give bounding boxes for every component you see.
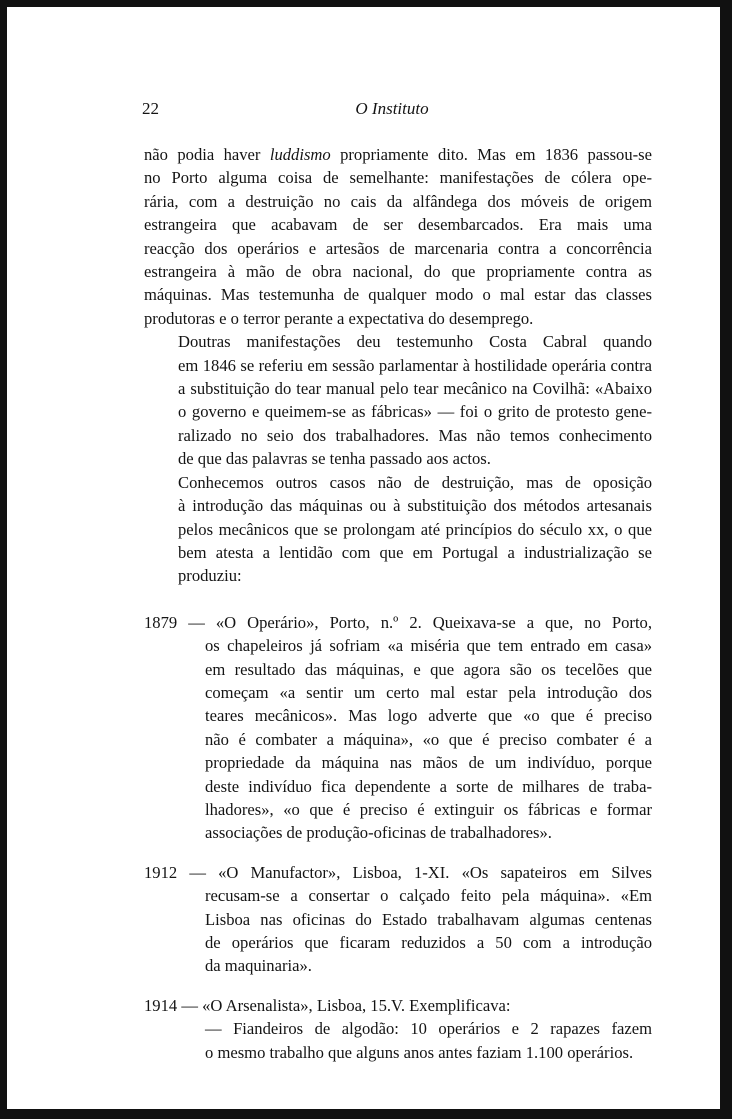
chronology-entry [144,994,652,1064]
text-line [144,143,652,166]
chronology-entry [144,861,652,978]
entry-body [144,634,652,845]
text-line: produziu: [178,566,242,586]
entry-line: começam «a sentir um certo mal estar pela introdução dos [205,682,652,702]
text-line: à introdução das máquinas ou à substituição dos métodos artesanais [178,496,652,516]
journal-title: O Instituto [355,99,429,118]
paragraphs [144,143,652,588]
body-text [144,143,652,1064]
entry-line: de operários que ficaram reduzidos a 50 com a introdução [205,933,652,952]
entry-line: os chapeleiros já sofriam «a miséria que tem entrado em casa» [205,636,652,656]
text-line: o governo e queimem-se as fábricas» — foi o grito de protesto gene- [178,402,652,422]
entry-body [144,884,652,978]
text-line: Conhecemos outros casos não de destruição, mas de oposição [178,472,652,492]
page-number: 22 [142,99,159,118]
paragraph [144,471,652,588]
entry-line: o mesmo trabalho que alguns anos antes faziam 1.100 operários. [205,1042,634,1062]
entry-line: lhadores», «o que é preciso é extinguir os fábricas e formar [205,799,652,819]
entry-body [144,1017,652,1064]
entry-line: — Fiandeiros de algodão: 10 operários e 2 rapazes fazem [205,1019,652,1039]
text-segment: não podia haver [144,145,270,164]
entry-line: não é combater a máquina», «o que é preciso combater é a [205,729,652,749]
text-line: a substituição do tear manual pelo tear mecânico na Covilhã: «Abaixo [178,379,652,399]
text-line: de que das palavras se tenha passado aos actos. [178,449,491,469]
entry-line: propriedade da máquina nas mãos de um indivíduo, porque [205,753,652,773]
entry-line: deste indivíduo fica dependente a sorte de milhares de traba- [205,776,652,796]
book-page [7,7,720,1109]
running-head [142,99,562,123]
entry-first-line: 1879 — «O Operário», Porto, n.º 2. Queixava-se a que, no Porto, [144,612,652,632]
paragraph [144,330,652,470]
text-line: máquinas. Mas testemunha de qualquer modo o mal estar das classes [144,285,652,305]
text-line: ralizado no seio dos trabalhadores. Mas não temos conhecimento [178,425,652,445]
text-line: reacção dos operários e artesãos de marcenaria contra a concorrência [144,238,652,258]
entry-line: Lisboa nas oficinas do Estado trabalhavam algumas centenas [205,909,652,929]
entry-line: teares mecânicos». Mas logo adverte que «o que é preciso [205,706,652,726]
entry-line: recusam-se a consertar o calçado feito pela máquina». «Em [205,886,652,906]
chronology-entries [144,611,652,1064]
text-line: no Porto alguma coisa de semelhante: manifestações de cólera ope- [144,168,652,188]
text-line: em 1846 se referiu em sessão parlamentar à hostilidade operária contra [178,355,652,375]
chronology-entry [144,611,652,845]
italic-term: luddismo [269,145,331,164]
text-line: bem atesta a lentidão com que em Portugal a industrialização se [178,542,652,562]
text-line: estrangeira à mão de obra nacional, do que propriamente contra as [144,262,652,282]
text-line: Doutras manifestações deu testemunho Costa Cabral quando [178,332,652,352]
entry-line: associações de produção-oficinas de trabalhadores». [205,823,552,843]
text-line: produtoras e o terror perante a expectativa do desemprego. [144,308,534,328]
entry-line: em resultado das máquinas, e que agora são os tecelões que [205,659,652,679]
entry-first-line: 1914 — «O Arsenalista», Lisboa, 15.V. Exemplificava: [144,995,511,1015]
entry-first-line: 1912 — «O Manufactor», Lisboa, 1-XI. «Os sapateiros em Silves [144,862,652,882]
entry-line: da maquinaria». [205,956,312,976]
paragraph [144,143,652,330]
text-line: rária, com a destruição no cais da alfândega dos móveis de origem [144,191,652,211]
text-line: estrangeira que acabavam de ser desembarcados. Era mais uma [144,215,652,235]
text-line: pelos mecânicos que se prolongam até princípios do século xx, o que [178,519,652,539]
text-segment: propriamente dito. Mas em 1836 passou-se [330,145,653,164]
